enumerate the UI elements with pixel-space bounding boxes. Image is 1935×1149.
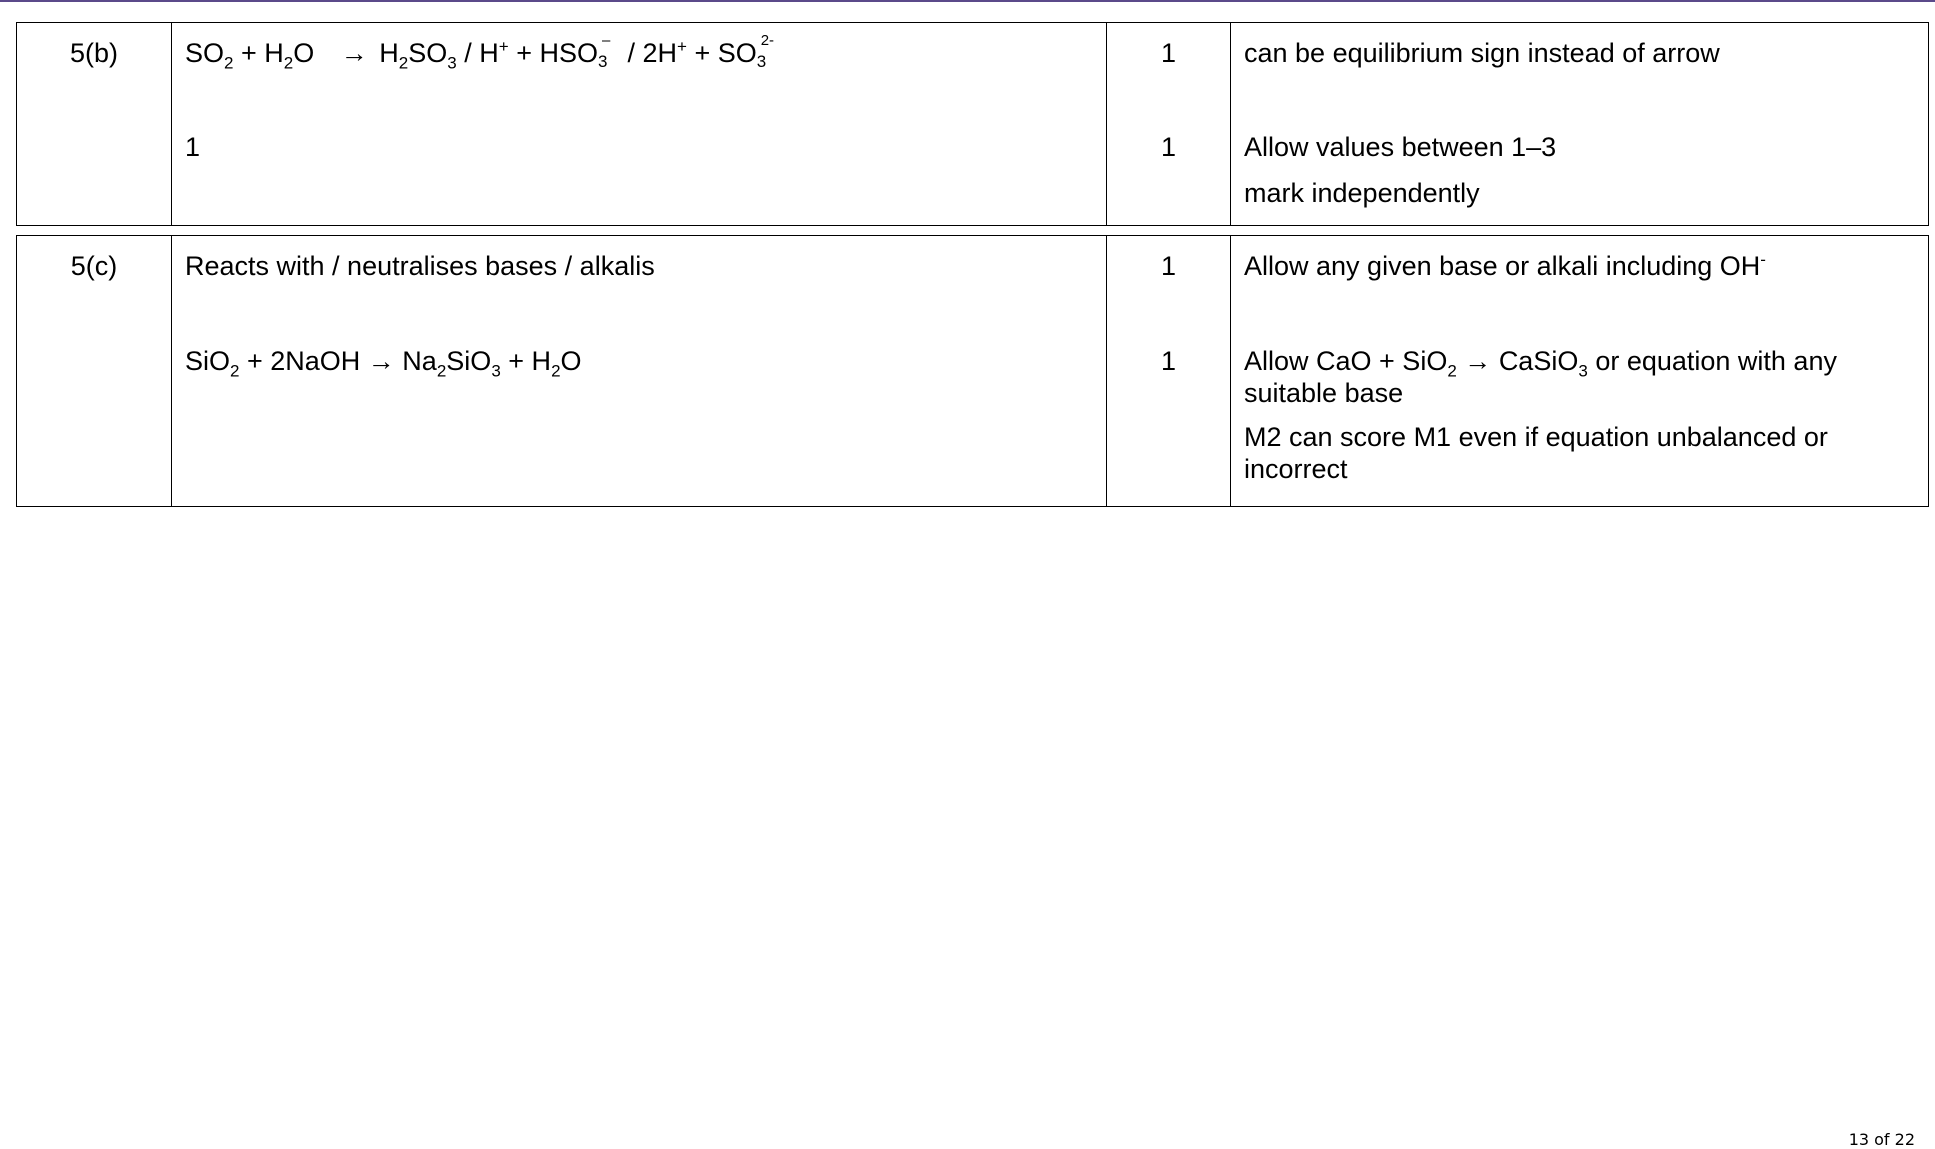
eq-text: SO [185, 38, 225, 68]
eq-text: + SO [686, 38, 757, 68]
mark-value: 1 [1160, 38, 1177, 68]
eq-subsup [597, 32, 620, 71]
guidance-text: M2 can score M1 even if equation unbalanced or incorrect [1244, 422, 1828, 484]
guidance-text: Allow values between 1–3 [1244, 132, 1557, 162]
guidance-cell [1231, 23, 1929, 226]
guidance-text-part: CaSiO [1498, 346, 1579, 376]
page-number: 13 of 22 [1848, 1130, 1915, 1149]
eq-text: O [293, 38, 315, 68]
eq-subsup [756, 32, 779, 71]
mark-value: 1 [1160, 132, 1177, 162]
table-row [17, 23, 1929, 226]
guidance-text [1244, 250, 1908, 282]
eq-sub: 3 [491, 361, 501, 381]
eq-text: + H [500, 346, 552, 376]
marks-cell [1107, 23, 1231, 226]
mark-scheme-table-5b [16, 22, 1929, 226]
guidance-text [1244, 345, 1908, 409]
eq-sup: - [1760, 250, 1766, 269]
answer-equation [185, 32, 1094, 73]
eq-sub: 2 [436, 361, 447, 381]
eq-sup: – [601, 32, 611, 49]
guidance-cell [1231, 236, 1929, 507]
eq-text: SiO [446, 346, 492, 376]
eq-sub: 3 [1578, 361, 1588, 381]
eq-sup: + [498, 37, 509, 56]
eq-text: + 2NaOH [239, 346, 368, 376]
mark-scheme-table-5c [16, 235, 1929, 507]
answer-line-2: 1 [185, 132, 201, 162]
arrow-symbol: → [1456, 346, 1499, 376]
eq-text: + HSO [508, 38, 598, 68]
eq-sup: + [677, 37, 687, 56]
table-row [17, 236, 1929, 507]
top-rule [0, 0, 1935, 2]
answer-equation [185, 345, 1094, 381]
eq-sub: 3 [756, 52, 767, 71]
eq-sup: 2- [760, 32, 775, 49]
eq-text: H [379, 38, 399, 68]
eq-text: SiO [185, 346, 231, 376]
eq-text: / H [456, 38, 499, 68]
eq-text: / 2H [619, 38, 677, 68]
question-number [17, 23, 172, 226]
eq-text: SO [408, 38, 448, 68]
marks-cell [1107, 236, 1231, 507]
eq-text: Na [394, 346, 437, 376]
mark-value: 1 [1160, 346, 1177, 376]
arrow-symbol: → [367, 346, 395, 376]
arrow-symbol: → [340, 38, 368, 68]
eq-sub: 2 [398, 53, 409, 73]
eq-sub: 2 [551, 361, 561, 381]
guidance-text-part: Allow any given base or alkali including OH [1244, 251, 1761, 281]
eq-sub: 2 [1447, 361, 1457, 381]
eq-text: + H [233, 38, 284, 68]
eq-sub: 2 [230, 361, 240, 381]
answer-line-1: Reacts with / neutralises bases / alkalis [185, 251, 655, 281]
question-number [17, 236, 172, 507]
guidance-text-part: or equation with any suitable base [1244, 346, 1837, 408]
eq-text: O [560, 346, 582, 376]
eq-sub: 2 [283, 53, 294, 73]
question-label: 5(c) [70, 251, 118, 281]
guidance-text: can be equilibrium sign instead of arrow [1244, 38, 1720, 68]
answer-cell [172, 236, 1107, 507]
guidance-text-part: Allow CaO + SiO [1244, 346, 1448, 376]
question-label: 5(b) [69, 38, 118, 68]
eq-sub: 3 [447, 53, 457, 73]
eq-sub: 3 [597, 52, 608, 71]
mark-value: 1 [1160, 251, 1177, 281]
guidance-text: mark independently [1244, 178, 1480, 208]
answer-cell [172, 23, 1107, 226]
eq-sub: 2 [224, 53, 234, 73]
